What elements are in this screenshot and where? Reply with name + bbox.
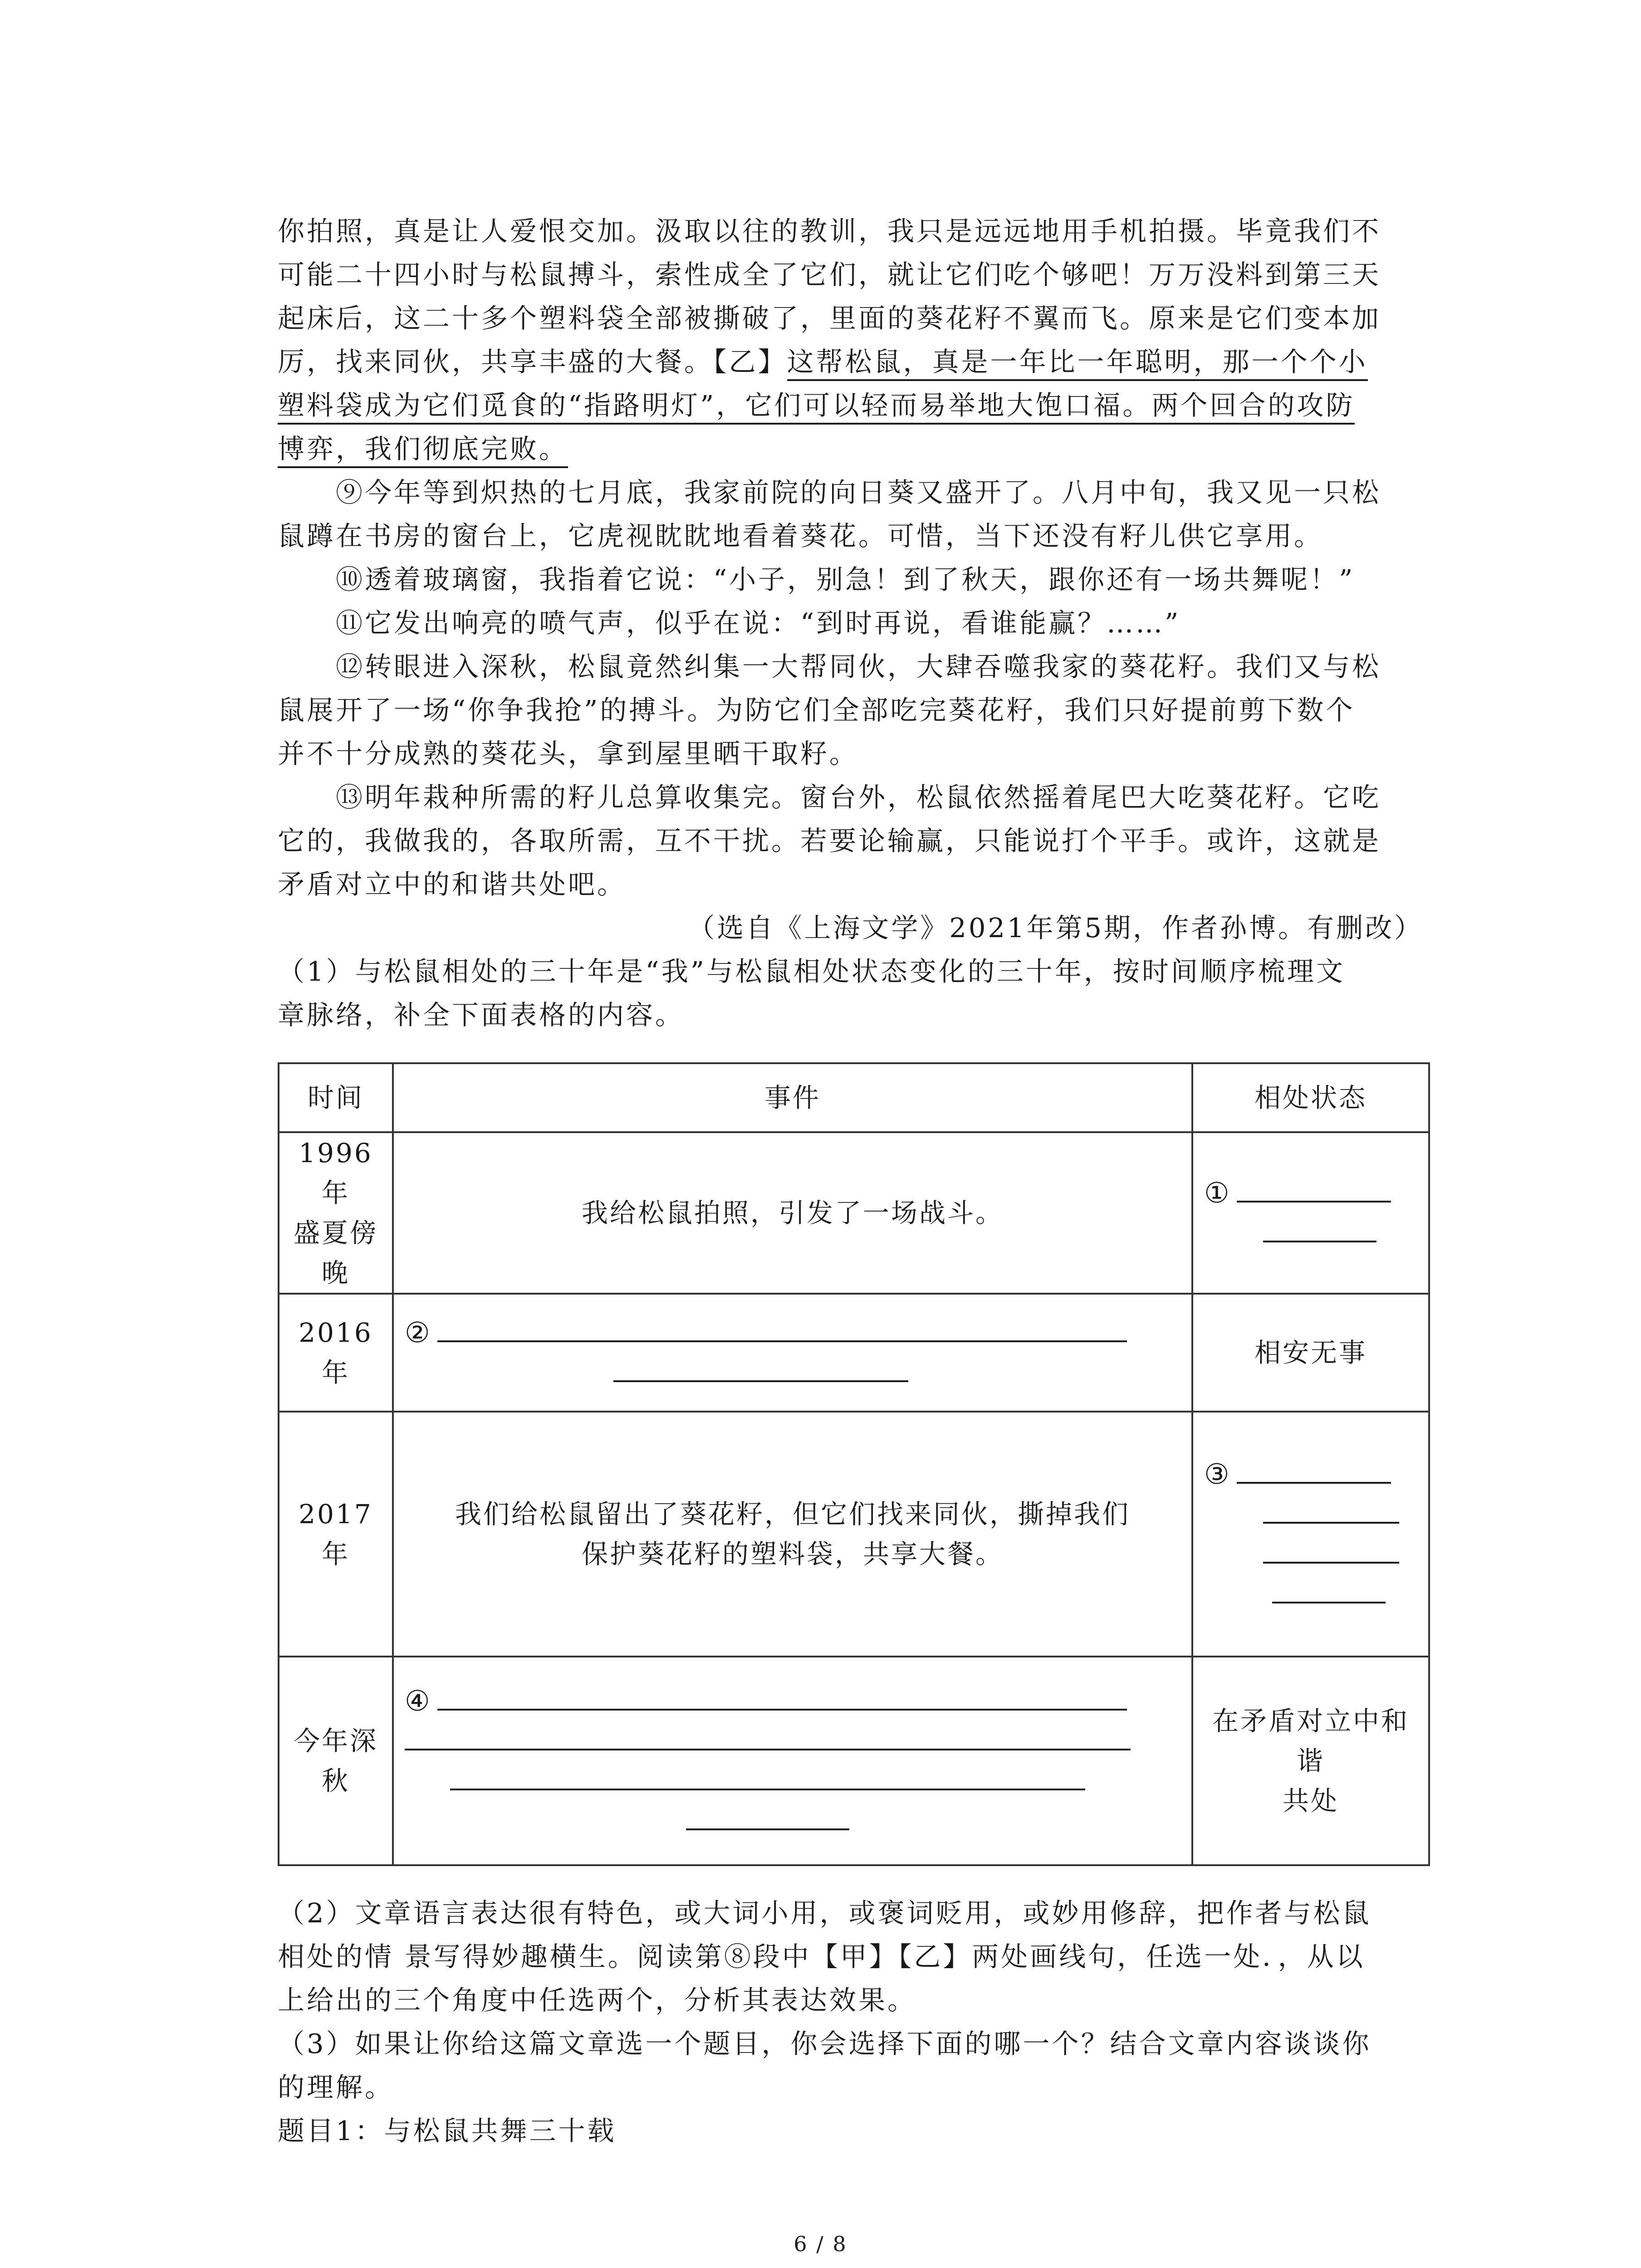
passage-line: 你拍照，真是让人爱恨交加。汲取以往的教训，我只是远远地用手机拍摄。毕竟我们不 — [278, 215, 1381, 247]
passage-line: ⑫转眼进入深秋，松鼠竟然纠集一大帮同伙，大肆吞噬我家的葵花籽。我们又与松 — [336, 651, 1381, 682]
underlined-sentence-yi: 这帮松鼠，真是一年比一年聪明，那一个个小 — [787, 346, 1368, 381]
time-text: 晚 — [321, 1257, 350, 1288]
passage-line: 鼠蹲在书房的窗台上，它虎视眈眈地看着葵花。可惜，当下还没有籽儿供它享用。 — [278, 520, 1323, 552]
time-cell — [279, 1412, 393, 1657]
answer-blank[interactable] — [405, 1747, 1131, 1750]
answer-blank[interactable] — [1237, 1199, 1391, 1202]
state-cell — [1192, 1132, 1429, 1294]
passage-line: ⑬明年栽种所需的籽儿总算收集完。窗台外，松鼠依然摇着尾巴大吃葵花籽。它吃 — [336, 782, 1381, 813]
time-text: 2017 — [299, 1499, 373, 1530]
answer-blank[interactable] — [1263, 1239, 1376, 1242]
time-text: 2016 — [299, 1317, 373, 1348]
answer-blank[interactable] — [437, 1707, 1127, 1711]
question-3-line: 的理解。 — [278, 2072, 394, 2103]
passage-line: 并不十分成熟的葵花头，拿到屋里晒干取籽。 — [278, 738, 859, 769]
passage-line — [278, 427, 568, 471]
time-text: 年 — [321, 1539, 350, 1569]
answer-blank[interactable] — [437, 1339, 1127, 1342]
passage-line: ⑪它发出响亮的喷气声，似乎在说：“到时再说，看谁能赢？……” — [336, 607, 1181, 639]
answer-blank[interactable] — [1237, 1480, 1391, 1484]
blank-number: ① — [1204, 1176, 1231, 1209]
passage-line: 它的，我做我的，各取所需，互不干扰。若要论输赢，只能说打个平手。或许，这就是 — [278, 825, 1381, 856]
page-number: 6 / 8 — [794, 2232, 847, 2256]
table-row — [279, 1657, 1429, 1865]
question-2-line: 上给出的三个角度中任选两个，分析其表达效果。 — [278, 1984, 917, 2016]
event-cell — [393, 1412, 1192, 1657]
question-2-line: 相处的情 景写得妙趣横生。阅读第⑧段中【甲】【乙】两处画线句，任选一处．，从以 — [278, 1941, 1365, 1972]
source-citation: （选自《上海文学》2021年第5期，作者孙博。有删改） — [688, 912, 1423, 943]
blank-number: ④ — [405, 1684, 432, 1717]
state-cell — [1192, 1412, 1429, 1657]
question-2-line: （2）文章语言表达很有特色，或大词小用，或褒词贬用，或妙用修辞，把作者与松鼠 — [278, 1897, 1372, 1929]
header-time: 时间 — [279, 1063, 393, 1132]
time-text: 今年深 — [293, 1725, 378, 1756]
answer-blank[interactable] — [450, 1787, 1085, 1790]
question-1-line: 章脉络，补全下面表格的内容。 — [278, 999, 685, 1031]
answer-blank[interactable] — [1272, 1600, 1386, 1603]
table-row — [279, 1412, 1429, 1657]
header-state: 相处状态 — [1192, 1063, 1429, 1132]
time-text: 盛夏傍 — [293, 1217, 378, 1248]
event-text: 保护葵花籽的塑料袋，共享大餐。 — [581, 1539, 1004, 1569]
question-3-option: 题目1：与松鼠共舞三十载 — [278, 2115, 617, 2146]
question-1-line: （1）与松鼠相处的三十年是“我”与松鼠相处状态变化的三十年，按时间顺序梳理文 — [278, 956, 1345, 987]
event-cell — [393, 1657, 1192, 1865]
passage-line — [278, 340, 1368, 384]
answer-blank[interactable] — [686, 1827, 849, 1830]
blank-number: ② — [405, 1315, 432, 1349]
passage-line: 鼠展开了一场“你争我抢”的搏斗。为防它们全部吃完葵花籽，我们只好提前剪下数个 — [278, 694, 1355, 726]
table-header-row — [279, 1063, 1429, 1132]
event-cell — [393, 1294, 1192, 1412]
table-row — [279, 1132, 1429, 1294]
underlined-sentence-yi: 塑料袋成为它们觅食的“指路明灯”，它们可以轻而易举地大饱口福。两个回合的攻防 — [278, 390, 1355, 425]
passage-text: 厉，找来同伙，共享丰盛的大餐。【乙】 — [278, 346, 787, 377]
passage-line: ⑩透着玻璃窗，我指着它说：“小子，别急！到了秋天，跟你还有一场共舞呢！” — [336, 564, 1355, 595]
state-cell: 相安无事 — [1192, 1294, 1429, 1412]
passage-line: 起床后，这二十多个塑料袋全部被撕破了，里面的葵花籽不翼而飞。原来是它们变本加 — [278, 303, 1381, 334]
event-text: 我们给松鼠留出了葵花籽，但它们找来同伙，撕掉我们 — [455, 1499, 1130, 1530]
state-cell — [1192, 1657, 1429, 1865]
time-cell — [279, 1657, 393, 1865]
blank-number: ③ — [1204, 1457, 1231, 1491]
time-text: 年 — [321, 1357, 350, 1388]
answer-blank[interactable] — [1263, 1560, 1399, 1564]
header-event: 事件 — [393, 1063, 1192, 1132]
answer-blank[interactable] — [1263, 1520, 1399, 1524]
question-3-line: （3）如果让你给这篇文章选一个题目，你会选择下面的哪一个？结合文章内容谈谈你 — [278, 2028, 1372, 2059]
timeline-table — [278, 1062, 1430, 1866]
underlined-sentence-yi: 博弈，我们彻底完败。 — [278, 433, 568, 468]
table-row — [279, 1294, 1429, 1412]
state-text: 在矛盾对立中和谐 — [1212, 1706, 1409, 1776]
time-text: 1996年 — [299, 1138, 373, 1208]
answer-blank[interactable] — [613, 1378, 908, 1382]
time-cell — [279, 1132, 393, 1294]
event-cell: 我给松鼠拍照，引发了一场战斗。 — [393, 1132, 1192, 1294]
time-cell — [279, 1294, 393, 1412]
passage-line: 可能二十四小时与松鼠搏斗，索性成全了它们，就让它们吃个够吧！万万没料到第三天 — [278, 259, 1381, 290]
passage-line — [278, 384, 1355, 427]
passage-line: 矛盾对立中的和谐共处吧。 — [278, 869, 627, 900]
state-text: 共处 — [1282, 1785, 1339, 1816]
passage-line: ⑨今年等到炽热的七月底，我家前院的向日葵又盛开了。八月中旬，我又见一只松 — [336, 477, 1381, 508]
time-text: 秋 — [321, 1765, 350, 1796]
